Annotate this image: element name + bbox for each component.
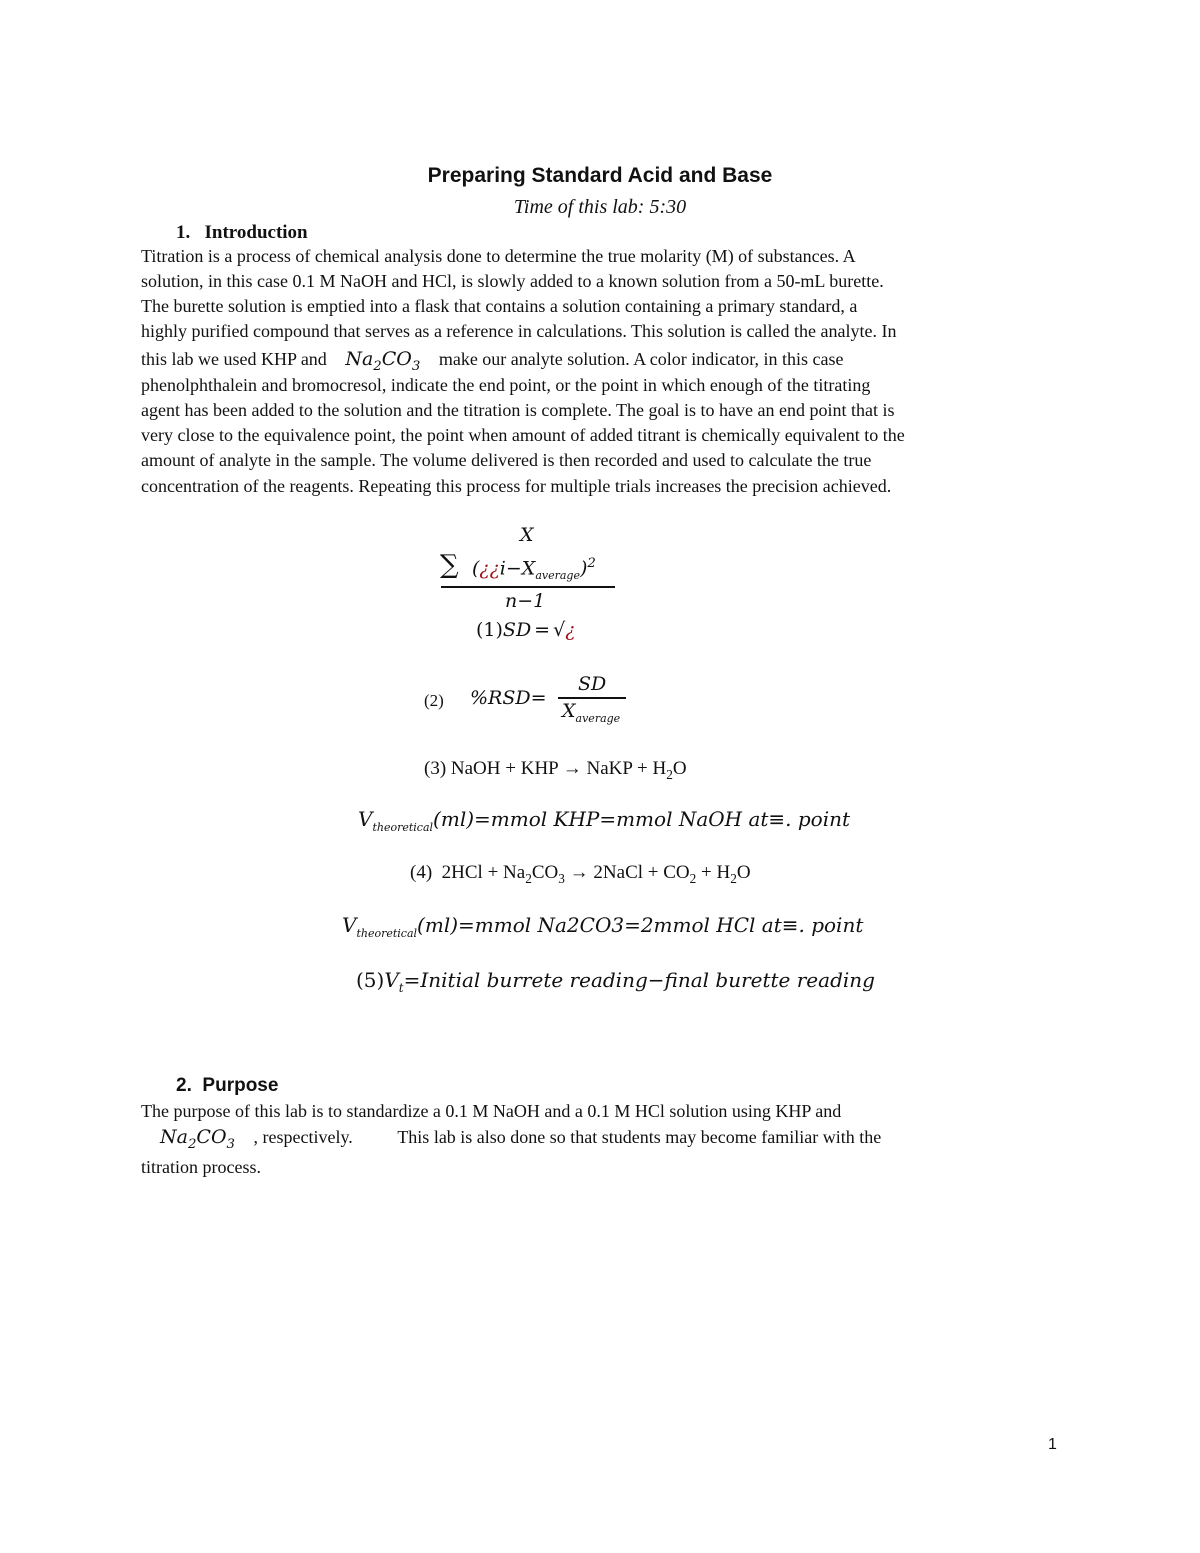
equation-4: (4) $2HCl + Na_2CO_3$ → 2NaCl + $CO_2 + H_2O$: [410, 862, 751, 886]
eq2-lhs: %RSD=: [470, 687, 547, 709]
intro-line-9: amount of analyte in the sample. The volume delivered is then recorded and used to calculate the true: [141, 450, 872, 470]
intro-line-1: Titration is a process of chemical analysis done to determine the true molarity (M) of substances. A: [141, 246, 856, 266]
purpose-line-1: The purpose of this lab is to standardize a 0.1 M NaOH and a 0.1 M HCl solution using KHP and: [141, 1101, 842, 1121]
section-2-number: 2.: [176, 1075, 192, 1096]
eq1-numerator: $(¿¿i-X_{average})^2$: [472, 556, 596, 583]
eq2-fraction-bar: [558, 697, 626, 699]
eq2-label: (2): [424, 691, 444, 710]
intro-line-5-pre: this lab we used KHP and: [141, 349, 327, 369]
equation-3-theoretical-volume: $V_{theoretical}(ml)=mmol$ KHP=mmol NaOH at≡. point: [358, 807, 851, 834]
section-1-title: Introduction: [204, 222, 308, 243]
equation-3: (3) NaOH + KHP → NaKP + $H_2O$: [424, 758, 687, 782]
page-number: 1: [1048, 1436, 1057, 1453]
purpose-line-3: titration process.: [141, 1157, 261, 1177]
intro-line-2: solution, in this case 0.1 M NaOH and HCl, is slowly added to a known solution from a 50-mL burette.: [141, 271, 884, 291]
equation-5: $(5)V_t=Initial$ burrete reading−final burette reading: [356, 968, 875, 995]
page-title: Preparing Standard Acid and Base: [427, 164, 773, 187]
summation-symbol: ∑: [440, 550, 459, 580]
section-1-number: 1.: [176, 222, 191, 243]
eq1-lhs: (1)SD = √¿: [476, 619, 576, 641]
intro-line-3: The burette solution is emptied into a flask that contains a solution containing a primary standard, a: [141, 296, 858, 316]
intro-line-5-post: make our analyte solution. A color indicator, in this case: [438, 349, 844, 369]
eq1-fraction-bar: [441, 586, 615, 588]
intro-line-6: phenolphthalein and bromocresol, indicate the end point, or the point in which enough of the titrating: [141, 375, 871, 395]
section-2-heading: [176, 1075, 278, 1097]
sodium-carbonate-formula: $Na_2CO_3$: [345, 348, 421, 374]
section-1-heading: [176, 222, 308, 244]
intro-line-4: highly purified compound that serves as a reference in calculations. This solution is called the analyte. In: [141, 321, 897, 341]
purpose-line-2: $Na_2CO_3$ , respectively. This lab is also done so that students may become familiar with the: [160, 1126, 882, 1152]
eq2-numerator: SD: [578, 673, 607, 695]
eq2-denominator: $X_{average}$: [562, 700, 621, 725]
sodium-carbonate-formula-2: $Na_2CO_3$: [160, 1126, 236, 1152]
eq1-top-x: X: [520, 524, 534, 546]
section-2-title: Purpose: [202, 1075, 279, 1096]
intro-line-8: very close to the equivalence point, the point when amount of added titrant is chemically equivalent to the: [141, 425, 905, 445]
intro-line-10: concentration of the reagents. Repeating this process for multiple trials increases the precision achieved.: [141, 476, 892, 496]
intro-line-7: agent has been added to the solution and the titration is complete. The goal is to have an end point that is: [141, 400, 895, 420]
eq1-denominator: n−1: [505, 590, 546, 612]
intro-line-5: [141, 348, 844, 374]
page-subtitle: Time of this lab: 5:30: [513, 196, 687, 218]
equation-4-theoretical-volume: $V_{theoretical}(ml)=mmol$ Na2CO3=2mmol HCl at≡. point: [342, 913, 864, 940]
